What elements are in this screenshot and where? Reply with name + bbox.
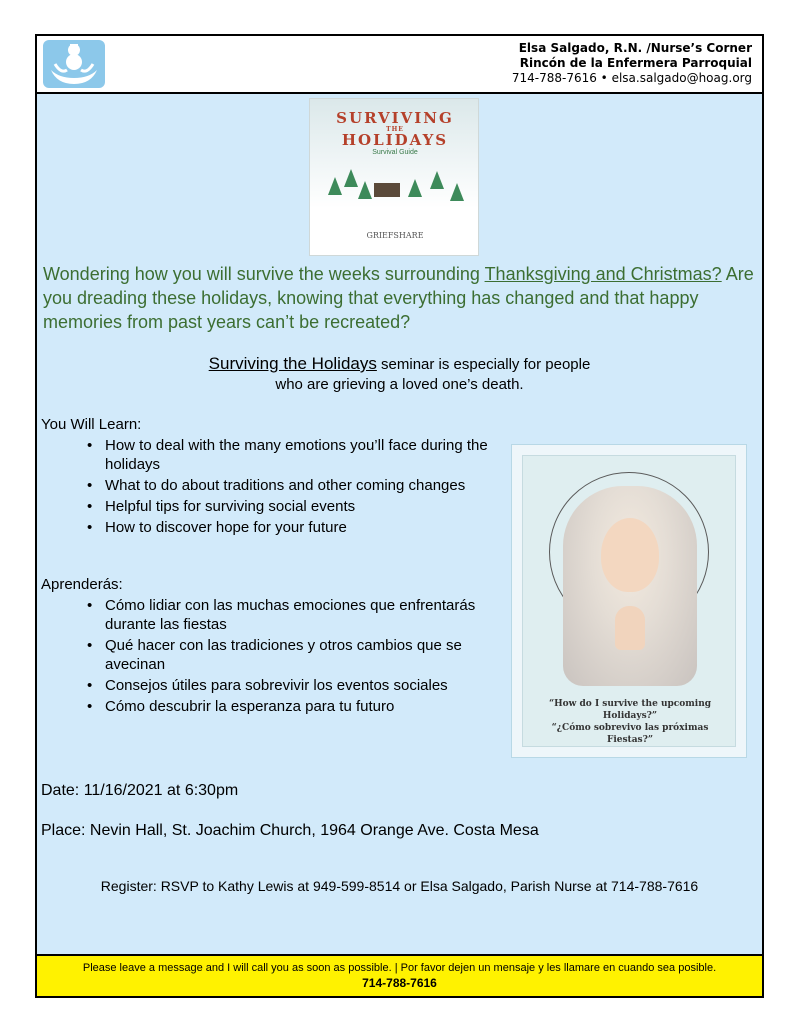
tree-icon	[408, 179, 422, 197]
list-item: • Cómo descubrir la esperanza para tu futuro	[81, 697, 501, 716]
event-place: Place: Nevin Hall, St. Joachim Church, 1964 Orange Ave. Costa Mesa	[41, 822, 539, 839]
contact-info[interactable]: 714-788-7616 • elsa.salgado@hoag.org	[511, 71, 752, 85]
footer-banner	[37, 954, 762, 996]
book-title-top: SURVIVING	[336, 109, 454, 127]
header	[37, 36, 762, 94]
praying-hands-shape	[615, 606, 645, 650]
spanish-heading: Aprenderás:	[41, 576, 123, 593]
footer-message: Please leave a message and I will call you as soon as possible. | Por favor dejen un mensaje y les llamare en cuando sea posible.	[82, 962, 717, 974]
tree-icon	[328, 177, 342, 195]
seminar-line2: who are grieving a loved one’s death.	[275, 376, 524, 393]
tree-icon	[344, 169, 358, 187]
nurse-title-spanish: Rincón de la Enfermera Parroquial	[519, 56, 752, 70]
face-shape	[601, 518, 659, 592]
image-caption	[533, 698, 727, 746]
nurse-name: Elsa Salgado, R.N. /Nurse’s Corner	[518, 41, 752, 55]
flyer	[35, 34, 764, 998]
intro-paragraph	[43, 262, 755, 334]
intro-text: Wondering how you will survive the weeks surrounding	[43, 264, 485, 284]
intro-underlined: Thanksgiving and Christmas?	[484, 264, 722, 284]
book-brand: GRIEFSHARE	[366, 231, 424, 240]
english-heading: You Will Learn:	[41, 416, 142, 433]
mary-portrait	[522, 455, 736, 747]
list-item: • Consejos útiles para sobrevivir los eventos sociales	[81, 676, 501, 695]
seminar-description	[37, 354, 762, 395]
book-cover-image	[309, 98, 479, 256]
seminar-title: Surviving the Holidays	[208, 354, 377, 373]
register-info: Register: RSVP to Kathy Lewis at 949-599-8514 or Elsa Salgado, Parish Nurse at 714-788-7616	[100, 878, 699, 894]
english-list	[81, 436, 501, 539]
list-item: • How to deal with the many emotions you’ll face during the holidays	[81, 436, 501, 474]
caption-spanish: “¿Cómo sobrevivo las próximas Fiestas?”	[551, 723, 709, 745]
book-title-bottom: HOLIDAYS	[341, 131, 449, 149]
virgin-mary-image	[511, 444, 747, 758]
contact-block	[512, 41, 752, 86]
tree-icon	[430, 171, 444, 189]
book-title	[310, 111, 479, 148]
list-item: • Helpful tips for surviving social events	[81, 497, 501, 516]
footer-phone[interactable]: 714-788-7616	[362, 976, 437, 990]
nurse-hands-icon	[43, 40, 105, 88]
tree-icon	[450, 183, 464, 201]
intro-text-rest: Are you dreading these holidays, knowing that everything has changed and that happy memories from past years can’t be recreated?	[43, 264, 754, 332]
event-date: Date: 11/16/2021 at 6:30pm	[41, 782, 239, 799]
spanish-list	[81, 596, 501, 718]
caption-english: “How do I survive the upcoming Holidays?”	[548, 699, 712, 721]
book-subtitle: Survival Guide	[372, 149, 418, 156]
book-title-the: THE	[386, 126, 404, 133]
list-item: • How to discover hope for your future	[81, 518, 501, 537]
cabin-icon	[374, 183, 400, 197]
list-item: • Cómo lidiar con las muchas emociones que enfrentarás durante las fiestas	[81, 596, 501, 634]
list-item: • What to do about traditions and other coming changes	[81, 476, 501, 495]
seminar-line1: seminar is especially for people	[376, 356, 591, 373]
list-item: • Qué hacer con las tradiciones y otros cambios que se avecinan	[81, 636, 501, 674]
tree-icon	[358, 181, 372, 199]
